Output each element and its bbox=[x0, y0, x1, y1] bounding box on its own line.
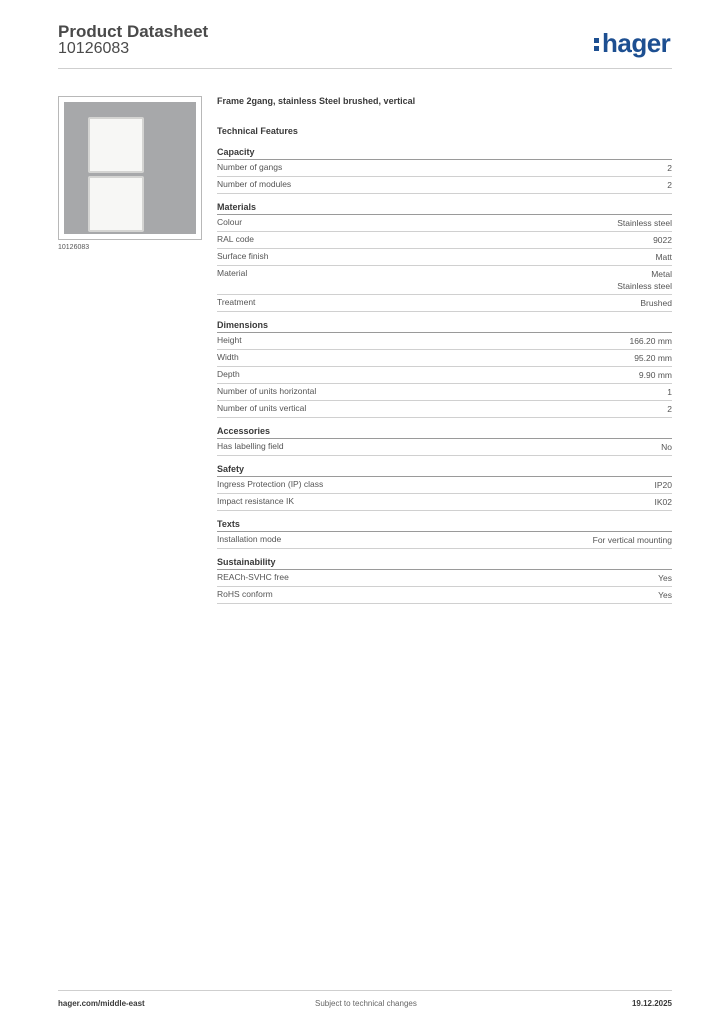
spec-label: Has labelling field bbox=[217, 441, 284, 451]
hager-logo bbox=[594, 28, 670, 59]
spec-row bbox=[217, 477, 672, 494]
section-safety bbox=[217, 464, 672, 511]
spec-row bbox=[217, 160, 672, 177]
spec-value-line: 1 bbox=[667, 387, 672, 397]
section-materials bbox=[217, 202, 672, 312]
spec-label: Material bbox=[217, 268, 248, 278]
section-title: Texts bbox=[217, 519, 672, 532]
footer-date: 19.12.2025 bbox=[631, 999, 672, 1008]
spec-row bbox=[217, 232, 672, 249]
spec-value bbox=[639, 369, 672, 381]
spec-value bbox=[617, 268, 672, 292]
spec-value bbox=[661, 441, 672, 453]
section-title: Sustainability bbox=[217, 557, 672, 570]
page-title: Product Datasheet bbox=[58, 22, 209, 41]
spec-row bbox=[217, 177, 672, 194]
spec-value-line: Stainless steel bbox=[617, 281, 672, 291]
spec-value bbox=[667, 179, 672, 191]
product-name: Frame 2gang, stainless Steel brushed, vertical bbox=[217, 96, 416, 106]
spec-value-line: Yes bbox=[658, 573, 672, 583]
spec-value-line: 2 bbox=[667, 180, 672, 190]
footer-website: hager.com/middle-east bbox=[58, 999, 145, 1008]
spec-label: Treatment bbox=[217, 297, 256, 307]
section-sustainability bbox=[217, 557, 672, 604]
image-caption: 10126083 bbox=[58, 244, 90, 251]
spec-row bbox=[217, 384, 672, 401]
spec-value-line: For vertical mounting bbox=[592, 535, 672, 545]
spec-value-line: Metal bbox=[651, 269, 672, 279]
spec-label: RoHS conform bbox=[217, 589, 273, 599]
footer-disclaimer: Subject to technical changes bbox=[315, 999, 417, 1008]
frame-plate-image bbox=[64, 102, 196, 234]
spec-value bbox=[593, 534, 672, 546]
spec-label: Depth bbox=[217, 369, 240, 379]
spec-value-line: 9022 bbox=[653, 235, 672, 245]
spec-value bbox=[629, 335, 672, 347]
spec-label: Installation mode bbox=[217, 534, 282, 544]
spec-row bbox=[217, 367, 672, 384]
section-title: Dimensions bbox=[217, 320, 672, 333]
spec-value bbox=[658, 572, 672, 584]
spec-value-line: Matt bbox=[655, 252, 672, 262]
spec-value bbox=[667, 403, 672, 415]
spec-row bbox=[217, 587, 672, 604]
article-number: 10126083 bbox=[58, 40, 130, 57]
spec-value-line: Yes bbox=[658, 590, 672, 600]
spec-value-line: 2 bbox=[667, 163, 672, 173]
spec-value-line: Brushed bbox=[640, 298, 672, 308]
logo-text: hager bbox=[602, 28, 671, 58]
spec-row bbox=[217, 401, 672, 418]
feature-sections bbox=[217, 147, 672, 604]
spec-label: Surface finish bbox=[217, 251, 269, 261]
datasheet-content bbox=[217, 96, 672, 612]
spec-value bbox=[640, 297, 672, 309]
spec-label: Impact resistance IK bbox=[217, 496, 295, 506]
spec-value bbox=[655, 496, 673, 508]
footer-divider bbox=[58, 990, 672, 991]
spec-label: REACh-SVHC free bbox=[217, 572, 289, 582]
frame-opening-bottom bbox=[88, 176, 144, 232]
spec-value-line: No bbox=[661, 442, 672, 452]
section-capacity bbox=[217, 147, 672, 194]
section-title: Safety bbox=[217, 464, 672, 477]
spec-value bbox=[667, 386, 672, 398]
spec-row bbox=[217, 215, 672, 232]
spec-value-line: IP20 bbox=[654, 480, 672, 490]
spec-row bbox=[217, 532, 672, 549]
technical-features-heading: Technical Features bbox=[217, 126, 298, 136]
spec-label: Colour bbox=[217, 217, 243, 227]
spec-value bbox=[655, 479, 673, 491]
spec-row bbox=[217, 439, 672, 456]
spec-row bbox=[217, 295, 672, 312]
spec-value-line: 2 bbox=[667, 404, 672, 414]
spec-row bbox=[217, 249, 672, 266]
spec-value-line: 9.90 mm bbox=[638, 370, 672, 380]
spec-label: Ingress Protection (IP) class bbox=[217, 479, 324, 489]
spec-value bbox=[655, 251, 672, 263]
spec-label: RAL code bbox=[217, 234, 255, 244]
product-image bbox=[58, 96, 202, 240]
header-divider bbox=[58, 68, 672, 69]
spec-value-line: 166.20 mm bbox=[629, 336, 672, 346]
logo-dots-icon bbox=[594, 35, 600, 53]
spec-value bbox=[667, 162, 672, 174]
spec-value-line: 95.20 mm bbox=[634, 353, 672, 363]
section-title: Materials bbox=[217, 202, 672, 215]
spec-value-line: Stainless steel bbox=[617, 218, 672, 228]
section-accessories bbox=[217, 426, 672, 456]
spec-value-line: IK02 bbox=[654, 497, 672, 507]
spec-row bbox=[217, 333, 672, 350]
spec-value bbox=[658, 589, 672, 601]
spec-label: Width bbox=[217, 352, 239, 362]
spec-value bbox=[617, 217, 672, 229]
spec-value bbox=[653, 234, 672, 246]
section-texts bbox=[217, 519, 672, 549]
spec-label: Number of modules bbox=[217, 179, 292, 189]
spec-value bbox=[634, 352, 672, 364]
section-dimensions bbox=[217, 320, 672, 418]
spec-row bbox=[217, 350, 672, 367]
frame-opening-top bbox=[88, 117, 144, 173]
spec-label: Number of units vertical bbox=[217, 403, 307, 413]
spec-row bbox=[217, 494, 672, 511]
spec-label: Height bbox=[217, 335, 242, 345]
section-title: Accessories bbox=[217, 426, 672, 439]
spec-label: Number of gangs bbox=[217, 162, 283, 172]
spec-row bbox=[217, 266, 672, 295]
section-title: Capacity bbox=[217, 147, 672, 160]
spec-label: Number of units horizontal bbox=[217, 386, 317, 396]
spec-row bbox=[217, 570, 672, 587]
